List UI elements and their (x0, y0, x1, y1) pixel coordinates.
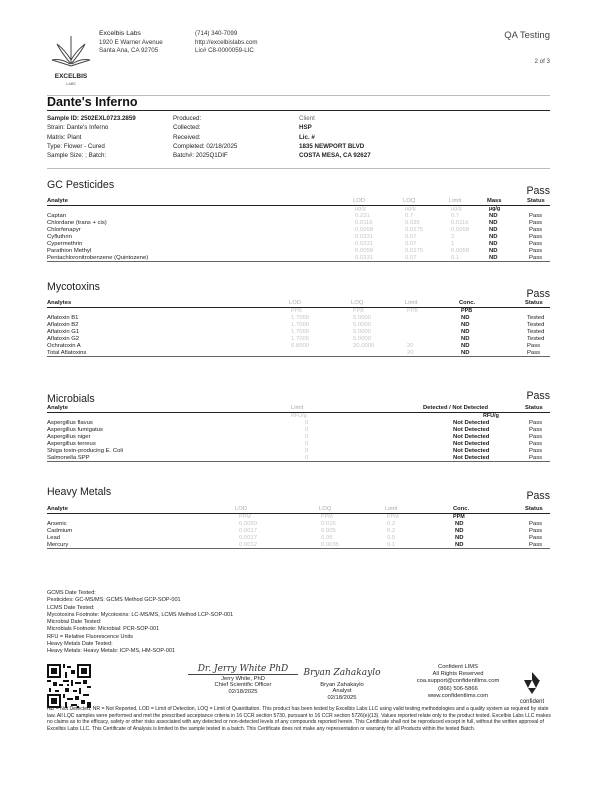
micro-cell: 0 (305, 420, 309, 426)
method-notes (47, 590, 233, 656)
title-divider (47, 110, 550, 111)
gc-cell: Pass (529, 213, 543, 219)
metals-cell: Lead (47, 535, 61, 541)
micro-cell: Shiga toxin-producing E. Coli (47, 448, 123, 454)
gc-cell: Pass (529, 248, 543, 254)
note-line: RFU = Relative Fluorescence Units (47, 633, 134, 640)
gc-cell: Pass (529, 255, 543, 261)
signature-1-title: Chief Scientific Officer (214, 682, 272, 689)
micro-cell: 0 (305, 448, 309, 454)
signature-2-script: Bryan Zahakaylo (303, 668, 381, 678)
gc-cell: 0.0116 (355, 220, 373, 226)
gc-cell: Parathion Methyl (47, 248, 92, 254)
micro-cell: Pass (529, 441, 543, 447)
gc-table-row (47, 255, 550, 262)
lims-email[interactable]: coa.support@confidentlims.com (416, 678, 500, 685)
gc-cell: 1 (451, 241, 455, 247)
metals-cell: ND (455, 521, 464, 527)
myco-unit-conc: PPB (461, 308, 473, 314)
disclaimer: ND = Not Detected, NR = Not Reported, LOD = Limit of Detection, LOQ = Limit of Quantitation. This product has been tested by Excelbis Labs LLC using valid testing methodologies and a quality system as required by state law. All LQC samples were performed and met the prescribed acceptance criteria in 16 CCR section 5730, pursuant to 16 CCR section 5726(e)(13). Values reported relate only to the product tested. Excelbis Labs LLC makes no claims as to the efficacy, safety or other risks associated with any detected or non-detected levels of any compounds reported herein. This Certificate shall not be reproduced except in full, without the written approval of Excelbis Labs LLC. This Certificate of Analysis is limited to the sample tested in a batch. This Certificate does not make any representation or warranty for all Products within the tested Batch. (47, 706, 551, 732)
doc-type: QA Testing (504, 30, 550, 41)
lab-address-line-1: 1920 E Warner Avenue (99, 38, 163, 46)
metals-cell: 0.5 (387, 535, 396, 541)
myco-section-title: Mycotoxins (47, 281, 100, 293)
gc-cell: Cypermethrin (47, 241, 83, 247)
metals-header-analyte: Analyte (47, 506, 68, 512)
client-address-1: 1835 NEWPORT BLVD (299, 142, 365, 150)
myco-cell: Tested (527, 336, 545, 342)
lims-rights: All Rights Reserved (432, 671, 484, 678)
lab-website: http://excelbislabs.com (195, 38, 258, 46)
micro-cell: 0 (305, 427, 309, 433)
sample-matrix: Matrix: Plant (47, 133, 82, 141)
metals-cell: ND (455, 528, 464, 534)
gc-cell: 0.7 (451, 213, 460, 219)
gc-unit-limit: µg/g (451, 206, 462, 212)
lab-address-line-2: Santa Ana, CA 92705 (99, 47, 159, 55)
micro-cell: Not Detected (453, 455, 490, 461)
myco-table-row (47, 336, 550, 343)
metals-cell: Mercury (47, 542, 69, 548)
metals-unit-conc: PPM (453, 514, 465, 520)
myco-cell: ND (461, 343, 470, 349)
gc-cell: ND (489, 241, 498, 247)
myco-cell: Tested (527, 329, 545, 335)
metals-cell: Pass (529, 528, 543, 534)
gc-cell: 2 (451, 234, 455, 240)
micro-cell: Pass (529, 427, 543, 433)
client-info (299, 114, 371, 160)
gc-cell: 0.1 (451, 255, 460, 261)
metals-units-row (47, 514, 550, 521)
micro-result: Pass (526, 390, 550, 402)
metals-cell: ND (455, 535, 464, 541)
gc-cell: 0.0231 (355, 234, 374, 240)
myco-cell: Tested (527, 322, 545, 328)
micro-table (47, 403, 550, 462)
gc-units-row (47, 206, 550, 213)
note-line: Microbial Date Tested: (47, 619, 102, 626)
date-collected: Collected: (173, 124, 201, 132)
client-label: Client (299, 115, 315, 122)
micro-table-row (47, 434, 550, 441)
client-name: HSP (299, 124, 312, 132)
gc-header-loq: LOQ (403, 198, 416, 204)
metals-cell: Cadmium (47, 528, 73, 534)
micro-header-status: Status (525, 405, 543, 411)
lab-address (99, 30, 163, 56)
micro-rows (47, 420, 550, 462)
gc-cell: 0.0175 (405, 248, 424, 254)
myco-cell: Aflatoxin G2 (47, 336, 80, 342)
gc-table-row (47, 227, 550, 234)
metals-cell: 0.0017 (239, 528, 258, 534)
myco-header-analytes: Analytes (47, 300, 72, 306)
metals-header-limit: Limit (385, 506, 398, 512)
micro-unit-limit: RFU/g (291, 413, 307, 419)
metals-cell: 0.2 (387, 528, 396, 534)
metals-cell: Arsenic (47, 521, 67, 527)
micro-cell: Not Detected (453, 420, 490, 426)
myco-cell: 5.0000 (353, 329, 372, 335)
myco-header-loq: LOQ (351, 300, 364, 306)
micro-cell: Aspergillus fumigatus (47, 427, 103, 433)
micro-cell: 0 (305, 455, 309, 461)
note-line: Heavy Metals Date Tested: (47, 641, 113, 648)
gc-cell: 0.0231 (355, 241, 374, 247)
metals-cell: 0.0012 (239, 542, 258, 548)
gc-cell: 0.07 (405, 241, 417, 247)
gc-cell: 0.7 (405, 213, 414, 219)
gc-cell: 0.0116 (451, 220, 469, 226)
signature-1-date: 02/18/2025 (228, 688, 258, 695)
micro-cell: Aspergillus flavus (47, 420, 93, 426)
confident-logo-icon (512, 668, 552, 708)
gc-cell: 0.0058 (355, 248, 374, 254)
myco-table-row (47, 322, 550, 329)
micro-header-analyte: Analyte (47, 405, 68, 411)
sample-type: Type: Flower - Cured (47, 142, 105, 150)
myco-cell: 5.0000 (353, 336, 372, 342)
micro-cell: Not Detected (453, 427, 490, 433)
myco-cell: 20.0000 (353, 343, 375, 349)
myco-cell: 1.7000 (291, 336, 310, 342)
gc-section-title: GC Pesticides (47, 179, 115, 191)
metals-cell: Pass (529, 542, 543, 548)
myco-header-lod: LOD (289, 300, 301, 306)
metals-cell: 0.0035 (321, 542, 340, 548)
gc-cell: Captan (47, 213, 66, 219)
micro-table-header (47, 403, 550, 413)
micro-cell: Pass (529, 420, 543, 426)
metals-table (47, 504, 550, 549)
myco-cell: 5.0000 (353, 322, 372, 328)
header (47, 30, 550, 95)
metals-cell: 0.2 (387, 521, 396, 527)
signature-2-name: Bryan Zahakaylo (320, 681, 364, 688)
micro-table-row (47, 448, 550, 455)
metals-cell: Pass (529, 535, 543, 541)
myco-cell: Ochratoxin A (47, 343, 81, 349)
micro-cell: 0 (305, 434, 309, 440)
sample-info (47, 114, 136, 160)
gc-cell: 0.0231 (355, 255, 374, 261)
gc-table-row (47, 213, 550, 220)
gc-cell: Pass (529, 241, 543, 247)
myco-table-row (47, 343, 550, 350)
signature-1-name: Jerry White, PhD (188, 674, 298, 683)
micro-cell: Pass (529, 434, 543, 440)
gc-unit-lod: µg/g (355, 206, 366, 212)
sample-strain: Strain: Dante's Inferno (47, 124, 109, 132)
myco-cell: ND (461, 315, 470, 321)
sample-size: Sample Size: ; Batch: (47, 152, 107, 160)
metals-cell: ND (455, 542, 464, 548)
micro-cell: Salmonella SPP (47, 455, 90, 461)
gc-table-row (47, 220, 550, 227)
client-license: Lic. # (299, 133, 315, 141)
myco-cell: Aflatoxin G1 (47, 329, 80, 335)
note-line: Mycotoxins Footnote: Mycotoxins: LC-MS/MS, LCMS Method LCP-SOP-001 (47, 611, 234, 618)
metals-result: Pass (526, 490, 550, 502)
micro-cell: Pass (529, 455, 543, 461)
micro-section-title: Microbials (47, 393, 95, 405)
metals-unit-lod: PPM (239, 514, 251, 520)
myco-cell: Pass (527, 350, 541, 356)
micro-cell: Aspergillus terreus (47, 441, 96, 447)
myco-cell: 20 (407, 350, 414, 356)
gc-header-lod: LOD (353, 198, 365, 204)
gc-cell: ND (489, 227, 498, 233)
batch-number: Batch#: 2025Q1DIF (173, 152, 228, 160)
metals-table-row (47, 542, 550, 549)
micro-cell: Pass (529, 448, 543, 454)
myco-header-conc: Conc. (459, 300, 476, 306)
metals-cell: 0.05 (321, 535, 333, 541)
excelbis-logo-icon (49, 30, 93, 92)
lab-phone: (714) 340-7099 (195, 30, 238, 37)
date-received: Received: (173, 133, 201, 141)
signature-2-title: Analyst (332, 688, 352, 695)
lab-name: Excelbis Labs (99, 30, 141, 37)
date-completed: Completed: 02/18/2025 (173, 142, 238, 150)
micro-cell: Not Detected (453, 448, 490, 454)
gc-table-header (47, 196, 550, 206)
metals-cell: 0.1 (387, 542, 396, 548)
micro-units-row (47, 413, 550, 420)
myco-header-status: Status (525, 300, 543, 306)
gc-cell: ND (489, 248, 498, 254)
gc-cell: 0.0058 (451, 248, 470, 254)
gc-table-row (47, 234, 550, 241)
micro-cell: Not Detected (453, 434, 490, 440)
gc-result: Pass (526, 185, 550, 197)
myco-cell: Aflatoxin B2 (47, 322, 79, 328)
gc-cell: 0.0058 (451, 227, 470, 233)
lab-contact (195, 30, 258, 56)
myco-cell: 5.0000 (353, 315, 372, 321)
metals-unit-limit: PPM (387, 514, 399, 520)
metals-header-status: Status (525, 506, 543, 512)
gc-table-row (47, 248, 550, 255)
metals-cell: 0.005 (321, 528, 336, 534)
gc-cell: Chlorfenapyr (47, 227, 81, 233)
note-line: GCMS Date Tested: (47, 590, 96, 596)
client-address-2: COSTA MESA, CA 92627 (299, 152, 371, 160)
myco-table-row (47, 315, 550, 322)
gc-cell: 0.07 (405, 255, 417, 261)
info-divider (47, 168, 550, 169)
micro-header-limit: Limit (291, 405, 304, 411)
metals-section-title: Heavy Metals (47, 486, 112, 498)
gc-cell: Pass (529, 227, 543, 233)
gc-header-status: Status (527, 198, 545, 204)
myco-cell: Tested (527, 315, 545, 321)
myco-unit-limit: PPB (407, 308, 418, 314)
myco-unit-lod: PPB (291, 308, 302, 314)
sample-dates (173, 114, 237, 160)
metals-cell: 0.015 (321, 521, 336, 527)
gc-cell: ND (489, 220, 498, 226)
myco-cell: 1.7000 (291, 329, 310, 335)
myco-cell: ND (461, 322, 470, 328)
micro-cell: Not Detected (453, 441, 490, 447)
myco-cell: 20 (407, 343, 414, 349)
lims-phone: (866) 506-5866 (438, 685, 478, 692)
myco-cell: Pass (527, 343, 541, 349)
gc-cell: 0.0175 (405, 227, 424, 233)
micro-cell: 0 (305, 441, 309, 447)
page-title: Dante's Inferno (47, 95, 138, 109)
metals-header-conc: Conc. (453, 506, 470, 512)
myco-unit-loq: PPB (353, 308, 364, 314)
myco-cell: 1.7000 (291, 315, 310, 321)
gc-cell: Cyfluthrin (47, 234, 72, 240)
gc-cell: 0.0058 (355, 227, 374, 233)
gc-header-limit: Limit (449, 198, 462, 204)
myco-table (47, 298, 550, 357)
micro-table-row (47, 455, 550, 462)
gc-unit-mass: µg/g (489, 206, 501, 212)
lims-info (404, 664, 512, 700)
myco-rows (47, 315, 550, 357)
micro-cell: Aspergillus niger (47, 434, 91, 440)
gc-cell: 0.231 (355, 213, 370, 219)
myco-cell: 1.7000 (291, 322, 310, 328)
date-produced: Produced: (173, 115, 202, 122)
myco-cell: Aflatoxin B1 (47, 315, 79, 321)
micro-table-row (47, 420, 550, 427)
note-line: Heavy Metals: Heavy Metals: ICP-MS, HM-SOP-001 (47, 648, 176, 655)
gc-unit-loq: µg/g (405, 206, 416, 212)
lims-web[interactable]: www.confidentlims.com (427, 692, 489, 699)
lims-name: Confident LIMS (438, 664, 478, 670)
gc-cell: Chlordane (trans + cis) (47, 220, 107, 226)
metals-rows (47, 521, 550, 549)
signature-block-1 (188, 666, 298, 695)
gc-table-row (47, 241, 550, 248)
gc-table (47, 196, 550, 262)
metals-cell: 0.0017 (239, 535, 258, 541)
metals-header-lod: LOD (235, 506, 247, 512)
gc-rows (47, 213, 550, 262)
myco-header-limit: Limit (405, 300, 418, 306)
gc-cell: Pentachloronitrobenzene (Quintozene) (47, 255, 149, 261)
myco-cell: 6.8000 (291, 343, 310, 349)
signature-1-script: Dr. Jerry White PhD (197, 664, 289, 674)
gc-cell: Pass (529, 220, 543, 226)
gc-cell: ND (489, 255, 498, 261)
metals-cell: Pass (529, 521, 543, 527)
myco-table-row (47, 329, 550, 336)
micro-unit-result: RFU/g (483, 413, 499, 419)
gc-cell: ND (489, 213, 498, 219)
logo-subtext: LABS (66, 82, 76, 86)
gc-header-mass: Mass (487, 198, 502, 204)
signature-block-2 (292, 670, 392, 701)
myco-cell: ND (461, 350, 470, 356)
qr-code-icon[interactable] (47, 664, 91, 708)
myco-units-row (47, 308, 550, 315)
gc-header-analyte: Analyte (47, 198, 68, 204)
metals-header-loq: LOQ (319, 506, 332, 512)
signature-2-date: 02/18/2025 (327, 694, 357, 701)
myco-table-row (47, 350, 550, 357)
micro-table-row (47, 441, 550, 448)
myco-result: Pass (526, 288, 550, 300)
metals-table-row (47, 535, 550, 542)
page-number: 2 of 3 (534, 58, 550, 65)
micro-table-row (47, 427, 550, 434)
myco-table-header (47, 298, 550, 308)
myco-cell: Total Aflatoxins (47, 350, 87, 356)
metals-table-header (47, 504, 550, 514)
gc-cell: ND (489, 234, 498, 240)
confident-logo-label: confident (519, 699, 545, 705)
sample-id: Sample ID: 2502EXL0723.2859 (47, 115, 136, 122)
note-line: Pesticides: GC-MS/MS: GCMS Method GCP-SOP-001 (47, 597, 181, 604)
gc-cell: Pass (529, 234, 543, 240)
logo-text: EXCELBIS (54, 73, 88, 80)
myco-cell: ND (461, 336, 470, 342)
metals-unit-loq: PPM (321, 514, 333, 520)
gc-cell: 0.035 (405, 220, 420, 226)
note-line: LCMS Date Tested: (47, 604, 95, 611)
gc-cell: 0.07 (405, 234, 417, 240)
micro-header-detected: Detected / Not Detected (423, 405, 489, 411)
metals-cell: 0.0050 (239, 521, 258, 527)
myco-cell: ND (461, 329, 470, 335)
metals-table-row (47, 521, 550, 528)
metals-table-row (47, 528, 550, 535)
lab-license: Lic# C8-0000059-LIC (195, 47, 254, 55)
note-line: Microbials Footnote: Microbial: PCR-SOP-001 (47, 626, 160, 633)
